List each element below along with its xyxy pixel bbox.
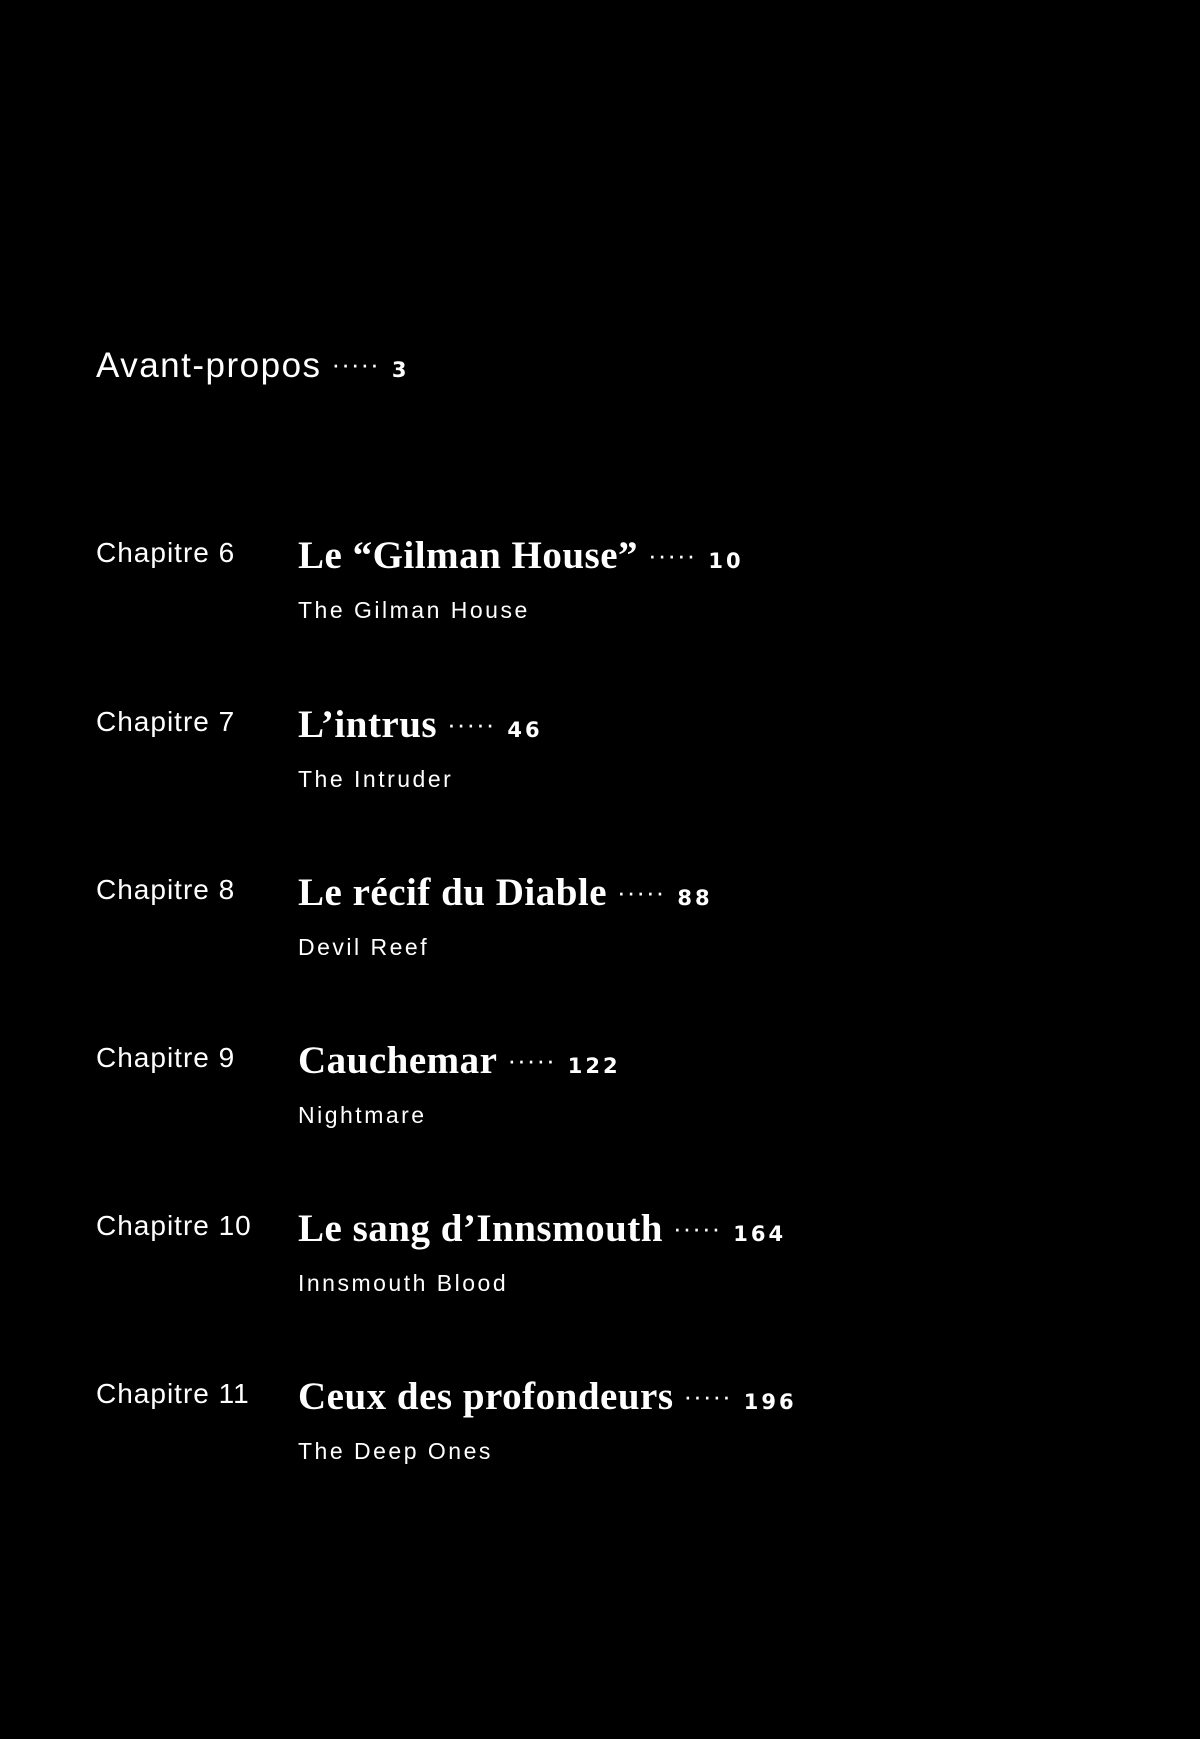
chapter-number-label: Chapitre 11 (96, 1378, 250, 1409)
chapter-number-label: Chapitre 10 (96, 1210, 252, 1241)
chapter-entry-6[interactable] (0, 533, 1200, 643)
page-number: 122 (567, 1054, 621, 1078)
chapter-entry-8[interactable] (0, 870, 1200, 980)
leader-dots: ····· (672, 1213, 722, 1243)
chapter-english-title: Devil Reef (298, 934, 430, 960)
page-number: 10 (708, 549, 744, 573)
leader-dots: ····· (683, 1381, 732, 1411)
chapter-english-title: The Intruder (298, 766, 454, 792)
chapter-entry-7[interactable] (0, 702, 1200, 812)
page-number: 88 (677, 886, 713, 910)
chapter-title-line (298, 1038, 621, 1083)
chapter-english-title: Nightmare (298, 1102, 427, 1128)
page-number: 3 (391, 358, 410, 382)
leader-dots: ····· (617, 877, 666, 907)
chapter-title: L’intrus (298, 703, 438, 746)
leader-dots: ····· (648, 540, 697, 570)
chapter-title-line (298, 870, 713, 915)
foreword-label: Avant-propos (96, 346, 322, 385)
foreword-entry[interactable] (96, 346, 409, 386)
chapter-title: Cauchemar (298, 1039, 498, 1082)
chapter-number-label: Chapitre 9 (96, 1042, 236, 1073)
chapter-english-title: The Deep Ones (298, 1438, 493, 1464)
chapter-title-line (298, 702, 543, 747)
chapter-title: Le sang d’Innsmouth (298, 1207, 663, 1250)
chapter-entry-10[interactable] (0, 1206, 1200, 1316)
chapter-title: Le récif du Diable (298, 871, 608, 914)
chapter-title-line (298, 1374, 797, 1419)
page-number: 46 (507, 718, 543, 742)
chapter-entry-11[interactable] (0, 1374, 1200, 1484)
chapter-entry-9[interactable] (0, 1038, 1200, 1148)
leader-dots: ····· (447, 709, 496, 739)
chapter-number-label: Chapitre 8 (96, 874, 236, 905)
leader-dots: ····· (331, 349, 380, 379)
chapter-title-line (298, 1206, 786, 1251)
chapter-title: Ceux des profondeurs (298, 1375, 674, 1418)
chapter-english-title: Innsmouth Blood (298, 1270, 509, 1296)
chapter-title-line (298, 533, 744, 578)
chapter-number-label: Chapitre 6 (96, 537, 236, 568)
leader-dots: ····· (507, 1045, 556, 1075)
page-number: 196 (743, 1390, 797, 1414)
chapter-title: Le “Gilman House” (298, 534, 639, 577)
chapter-english-title: The Gilman House (298, 597, 530, 623)
page-number: 164 (733, 1222, 787, 1246)
chapter-number-label: Chapitre 7 (96, 706, 236, 737)
